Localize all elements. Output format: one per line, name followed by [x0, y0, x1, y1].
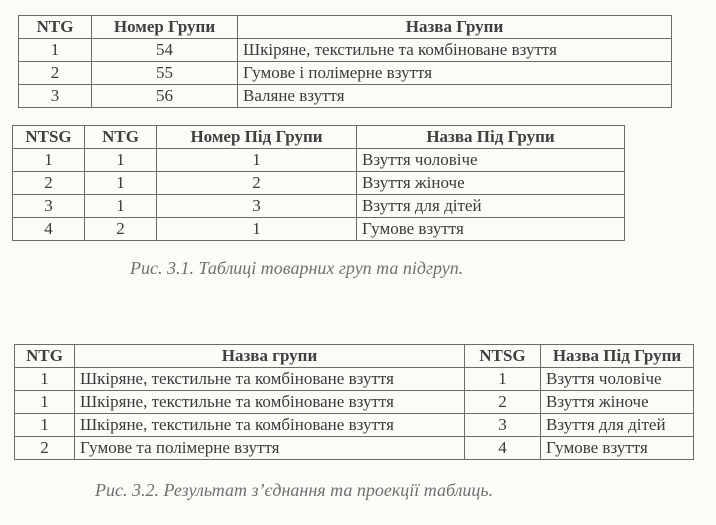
- table-row: [19, 39, 672, 62]
- table-cell: 4: [465, 437, 541, 460]
- table-cell: Гумове взуття: [357, 218, 625, 241]
- table-cell: 2: [15, 437, 75, 460]
- table-cell: Шкіряне, текстильне та комбіноване взуття: [75, 414, 465, 437]
- table-cell: 1: [465, 368, 541, 391]
- table-row: [13, 195, 625, 218]
- figure-caption: Рис. 3.2. Результат з’єднання та проекції таблиць.: [95, 480, 494, 500]
- table-cell: Взуття жіноче: [357, 172, 625, 195]
- table-cell: Шкіряне, текстильне та комбіноване взуття: [238, 39, 672, 62]
- table-cell: Шкіряне, текстильне та комбіноване взуття: [75, 391, 465, 414]
- table-cell: Взуття жіноче: [541, 391, 694, 414]
- table-row: [15, 368, 694, 391]
- table-cell: 55: [92, 62, 238, 85]
- column-header: NTSG: [465, 345, 541, 368]
- table-cell: 1: [19, 39, 92, 62]
- table-row: [15, 391, 694, 414]
- table-cell: 3: [19, 85, 92, 108]
- table-cell: 1: [85, 195, 157, 218]
- figure-caption: Рис. 3.1. Таблиці товарних груп та підгруп.: [130, 258, 464, 278]
- table-row: [19, 62, 672, 85]
- table-cell: 1: [157, 149, 357, 172]
- table-cell: 1: [85, 149, 157, 172]
- table-cell: 56: [92, 85, 238, 108]
- table-row: [13, 172, 625, 195]
- table-cell: 1: [85, 172, 157, 195]
- table-cell: 2: [85, 218, 157, 241]
- table-cell: Гумове взуття: [541, 437, 694, 460]
- column-header: Назва Під Групи: [357, 126, 625, 149]
- table-cell: 54: [92, 39, 238, 62]
- table-cell: 2: [157, 172, 357, 195]
- column-header: NTG: [85, 126, 157, 149]
- table-row: [13, 218, 625, 241]
- table-header-row: [15, 345, 694, 368]
- column-header: Назва Під Групи: [541, 345, 694, 368]
- table-cell: Гумове та полімерне взуття: [75, 437, 465, 460]
- table-cell: 1: [15, 368, 75, 391]
- table-cell: 1: [157, 218, 357, 241]
- table-cell: Валяне взуття: [238, 85, 672, 108]
- table-cell: Взуття чоловіче: [541, 368, 694, 391]
- join-result-table: [14, 344, 694, 460]
- table-cell: 3: [157, 195, 357, 218]
- table-cell: 1: [15, 414, 75, 437]
- table-cell: Гумове і полімерне взуття: [238, 62, 672, 85]
- table-cell: 3: [13, 195, 85, 218]
- table-cell: Взуття чоловіче: [357, 149, 625, 172]
- column-header: Номер Групи: [92, 16, 238, 39]
- subgroups-table: [12, 125, 625, 241]
- column-header: Назва Групи: [238, 16, 672, 39]
- column-header: NTG: [15, 345, 75, 368]
- table-cell: 4: [13, 218, 85, 241]
- table-row: [15, 414, 694, 437]
- table-cell: Взуття для дітей: [357, 195, 625, 218]
- table-cell: 2: [465, 391, 541, 414]
- table-header-row: [19, 16, 672, 39]
- table-cell: 1: [15, 391, 75, 414]
- column-header: NTG: [19, 16, 92, 39]
- column-header: Назва групи: [75, 345, 465, 368]
- column-header: Номер Під Групи: [157, 126, 357, 149]
- column-header: NTSG: [13, 126, 85, 149]
- table-row: [19, 85, 672, 108]
- table-cell: Взуття для дітей: [541, 414, 694, 437]
- table-row: [13, 149, 625, 172]
- table-cell: 2: [13, 172, 85, 195]
- table-cell: 3: [465, 414, 541, 437]
- table-cell: Шкіряне, текстильне та комбіноване взуття: [75, 368, 465, 391]
- table-header-row: [13, 126, 625, 149]
- table-cell: 2: [19, 62, 92, 85]
- groups-table: [18, 15, 672, 108]
- table-cell: 1: [13, 149, 85, 172]
- table-row: [15, 437, 694, 460]
